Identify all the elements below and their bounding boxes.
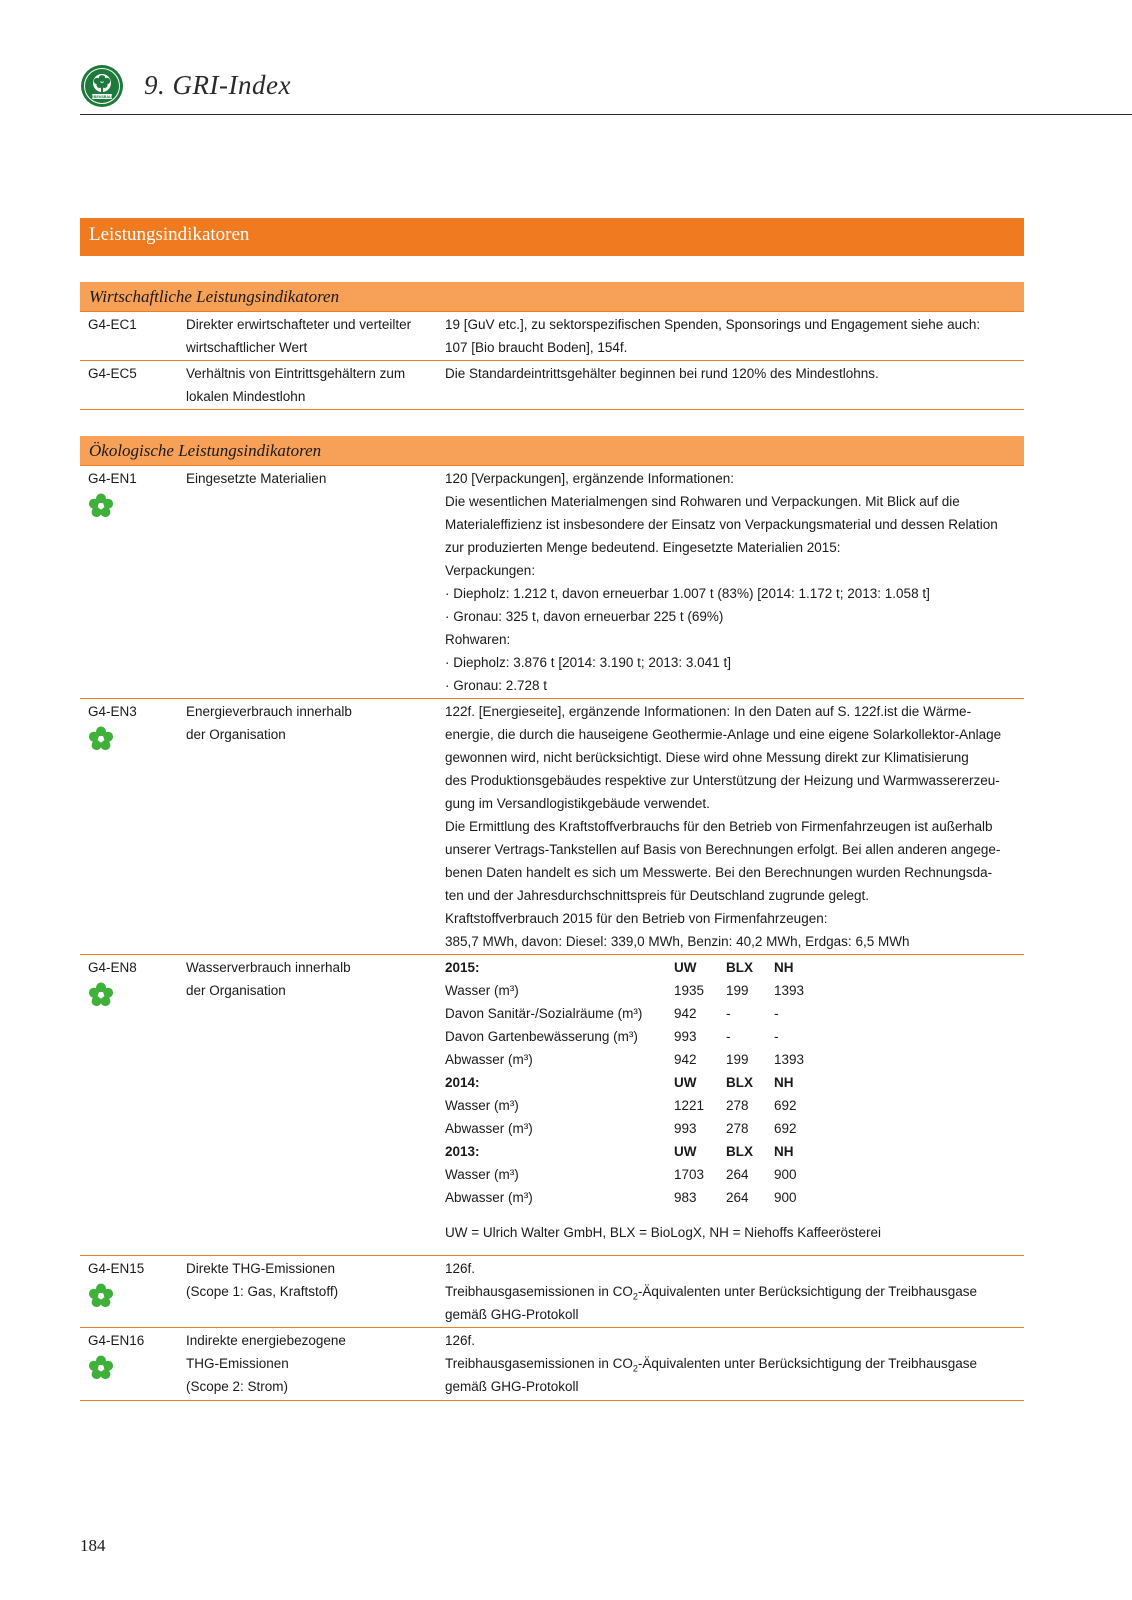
water-table-cell: Davon Gartenbewässerung (m³): [445, 1029, 638, 1044]
water-table-cell: Abwasser (m³): [445, 1121, 533, 1136]
water-table-year-row: [445, 1071, 834, 1094]
description-line: gewonnen wird, nicht berücksichtigt. Diese wird ohne Messung direkt zur Klimatisierung: [445, 750, 969, 765]
co2-text: -Äquivalenten unter Berücksichtigung der Treibhausgase: [637, 1356, 978, 1371]
water-table-cell: 983: [674, 1190, 697, 1205]
indicator-name-line: Energieverbrauch innerhalb: [186, 704, 352, 719]
water-table-cell: 1393: [774, 983, 805, 998]
indicator-cell: [88, 956, 178, 1008]
description-line: Die Standardeintrittsgehälter beginnen bei rund 120% des Mindestlohns.: [445, 366, 879, 381]
indicator-name-line: Verhältnis von Eintrittsgehältern zum: [186, 366, 406, 381]
logo-text: LEBENSBAUM: [89, 95, 115, 99]
co2-subscript: 2: [632, 1363, 638, 1374]
section-economic: [80, 282, 1024, 410]
water-table-year-row: [445, 1140, 834, 1163]
table-row: [80, 1256, 1024, 1328]
table-row: [80, 312, 1024, 361]
water-table-cell: 692: [774, 1098, 797, 1113]
water-table: [445, 956, 834, 1209]
indicator-cell: [88, 700, 178, 752]
indicator-name-line: Direkte THG-Emissionen: [186, 1261, 336, 1276]
water-table-cell: -: [774, 1029, 779, 1044]
description-line: Die wesentlichen Materialmengen sind Rohwaren und Verpackungen. Mit Blick auf die: [445, 494, 960, 509]
green-flower-icon: [88, 982, 114, 1008]
indicator-name-line: lokalen Mindestlohn: [186, 389, 306, 404]
indicator-name-line: Eingesetzte Materialien: [186, 471, 327, 486]
water-table-cell: 2015:: [445, 960, 480, 975]
indicator-name: [186, 1329, 436, 1398]
description-line: unserer Vertrags-Tankstellen auf Basis von Berechnungen erfolgt. Bei allen anderen angege-: [445, 842, 1001, 857]
indicator-code: G4-EN1: [88, 471, 137, 486]
water-table-cell: Davon Sanitär-/Sozialräume (m³): [445, 1006, 643, 1021]
indicator-name-line: wirtschaftlicher Wert: [186, 340, 308, 355]
water-table-year-row: [445, 956, 834, 979]
description-line: 19 [GuV etc.], zu sektorspezifischen Spenden, Sponsorings und Engagement siehe auch:: [445, 317, 981, 332]
indicator-description: [445, 1256, 1020, 1327]
description-line: Materialeffizienz ist insbesondere der Einsatz von Verpackungsmaterial und dessen Relation: [445, 517, 998, 532]
indicator-description: [445, 955, 1020, 1245]
water-table-cell: 1393: [774, 1052, 805, 1067]
water-table-cell: UW: [674, 1075, 697, 1090]
page-header: [80, 64, 1132, 115]
table-row: [80, 955, 1024, 1256]
indicator-code: G4-EC5: [88, 366, 137, 381]
indicator-cell: [88, 467, 178, 519]
water-table-cell: 942: [674, 1006, 697, 1021]
indicator-name: [186, 956, 436, 1002]
green-flower-icon: [88, 493, 114, 519]
description-line: 107 [Bio braucht Boden], 154f.: [445, 340, 628, 355]
indicator-cell: [88, 1329, 178, 1381]
description-line: gemäß GHG-Protokoll: [445, 1307, 579, 1322]
table-row: [80, 466, 1024, 699]
water-table-row: [445, 1025, 834, 1048]
description-line: 385,7 MWh, davon: Diesel: 339,0 MWh, Benzin: 40,2 MWh, Erdgas: 6,5 MWh: [445, 934, 910, 949]
indicator-name-line: der Organisation: [186, 983, 286, 998]
green-flower-icon: [88, 1355, 114, 1381]
indicator-code: G4-EN8: [88, 960, 137, 975]
water-table-row: [445, 1163, 834, 1186]
indicator-name: [186, 362, 436, 408]
indicator-description: [445, 361, 1020, 386]
indicator-cell: [88, 1257, 178, 1309]
indicator-code: G4-EC1: [88, 317, 137, 332]
indicator-description: [445, 312, 1020, 360]
water-table-cell: 942: [674, 1052, 697, 1067]
indicator-name-line: (Scope 1: Gas, Kraftstoff): [186, 1284, 339, 1299]
water-table-cell: Wasser (m³): [445, 983, 519, 998]
indicator-name: [186, 313, 436, 359]
indicator-code: G4-EN3: [88, 704, 137, 719]
water-table-cell: 278: [726, 1098, 749, 1113]
table-row: [80, 699, 1024, 955]
water-table-cell: -: [726, 1006, 731, 1021]
water-table-cell: Abwasser (m³): [445, 1052, 533, 1067]
indicator-description: [445, 1328, 1020, 1399]
water-table-cell: 1935: [674, 983, 705, 998]
chapter-title: 9. GRI-Index: [144, 70, 291, 100]
water-table-cell: BLX: [726, 1075, 753, 1090]
co2-text: Treibhausgasemissionen in CO: [445, 1284, 633, 1299]
table-row: [80, 361, 1024, 410]
green-flower-icon: [88, 1283, 114, 1309]
indicator-code: G4-EN15: [88, 1261, 145, 1276]
indicator-name-line: der Organisation: [186, 727, 286, 742]
description-line: Die Ermittlung des Kraftstoffverbrauchs für den Betrieb von Firmenfahrzeugen ist außerhalb: [445, 819, 993, 834]
water-table-body: [445, 956, 834, 1209]
table-row: [80, 1328, 1024, 1401]
description-line: 122f. [Energieseite], ergänzende Informationen: In den Daten auf S. 122f.ist die Wärme-: [445, 704, 972, 719]
description-line: [445, 1352, 1020, 1375]
indicator-name: [186, 467, 436, 490]
description-line: ten und der Jahresdurchschnittspreis für Deutschland zugrunde gelegt.: [445, 888, 870, 903]
water-table-row: [445, 1048, 834, 1071]
water-table-cell: 199: [726, 1052, 749, 1067]
water-table-cell: UW: [674, 960, 697, 975]
section-header: Wirtschaftliche Leistungsindikatoren: [80, 282, 1024, 312]
page-reference: 126f.: [445, 1261, 476, 1276]
water-table-row: [445, 1117, 834, 1140]
indicator-name-line: THG-Emissionen: [186, 1356, 289, 1371]
description-line: Verpackungen:: [445, 563, 536, 578]
water-table-cell: 199: [726, 983, 749, 998]
water-table-cell: 692: [774, 1121, 797, 1136]
water-table-cell: Abwasser (m³): [445, 1190, 533, 1205]
co2-text: Treibhausgasemissionen in CO: [445, 1356, 633, 1371]
water-table-cell: 993: [674, 1029, 697, 1044]
indicator-name-line: (Scope 2: Strom): [186, 1379, 289, 1394]
description-line: energie, die durch die hauseigene Geothermie-Anlage und eine eigene Solarkollektor-Anlage: [445, 727, 1002, 742]
section-header: Ökologische Leistungsindikatoren: [80, 436, 1024, 466]
water-table-cell: NH: [774, 960, 794, 975]
water-table-cell: UW: [674, 1144, 697, 1159]
water-table-cell: 278: [726, 1121, 749, 1136]
co2-text: -Äquivalenten unter Berücksichtigung der Treibhausgase: [637, 1284, 978, 1299]
description-line: Kraftstoffverbrauch 2015 für den Betrieb von Firmenfahrzeugen:: [445, 911, 828, 926]
water-table-cell: 264: [726, 1167, 749, 1182]
description-line: [445, 1280, 1020, 1303]
description-line: · Gronau: 2.728 t: [445, 678, 548, 693]
indicator-description: [445, 466, 1020, 698]
description-line: benen Daten handelt es sich um Messwerte. Bei den Berechnungen wurden Rechnungsda-: [445, 865, 993, 880]
water-table-row: [445, 1186, 834, 1209]
water-table-cell: 1703: [674, 1167, 705, 1182]
water-table-row: [445, 979, 834, 1002]
section-ecological: [80, 436, 1024, 1401]
water-table-cell: 900: [774, 1190, 797, 1205]
water-table-row: [445, 1094, 834, 1117]
water-table-cell: Wasser (m³): [445, 1098, 519, 1113]
indicator-description: [445, 699, 1020, 954]
description-line: gung im Versandlogistikgebäude verwendet.: [445, 796, 710, 811]
water-table-cell: 2014:: [445, 1075, 480, 1090]
co2-subscript: 2: [632, 1291, 638, 1302]
water-table-cell: NH: [774, 1075, 794, 1090]
indicator-name-line: Indirekte energiebezogene: [186, 1333, 346, 1348]
water-table-cell: 900: [774, 1167, 797, 1182]
water-table-cell: Wasser (m³): [445, 1167, 519, 1182]
main-banner: Leistungsindikatoren: [80, 218, 1024, 256]
lebensbaum-logo-icon: [80, 64, 124, 108]
indicator-name: [186, 700, 436, 746]
indicator-name-line: Direkter erwirtschafteter und verteilter: [186, 317, 412, 332]
description-line: 120 [Verpackungen], ergänzende Informationen:: [445, 471, 734, 486]
description-line: gemäß GHG-Protokoll: [445, 1379, 579, 1394]
description-line: zur produzierten Menge bedeutend. Eingesetzte Materialien 2015:: [445, 540, 841, 555]
water-table-cell: 264: [726, 1190, 749, 1205]
water-legend: UW = Ulrich Walter GmbH, BLX = BioLogX, NH = Niehoffs Kaffeerösterei: [445, 1225, 882, 1240]
indicator-name-line: Wasserverbrauch innerhalb: [186, 960, 351, 975]
description-line: · Diepholz: 1.212 t, davon erneuerbar 1.007 t (83%) [2014: 1.172 t; 2013: 1.058 t]: [445, 586, 930, 601]
description-line: des Produktionsgebäudes respektive zur Unterstützung der Heizung und Warmwassererzeu-: [445, 773, 1000, 788]
green-flower-icon: [88, 726, 114, 752]
water-table-cell: 2013:: [445, 1144, 480, 1159]
water-table-row: [445, 1002, 834, 1025]
water-table-cell: 993: [674, 1121, 697, 1136]
page-number: 184: [80, 1536, 106, 1555]
water-table-cell: NH: [774, 1144, 794, 1159]
water-table-cell: BLX: [726, 960, 753, 975]
description-line: Rohwaren:: [445, 632, 511, 647]
water-table-cell: BLX: [726, 1144, 753, 1159]
indicator-code: G4-EN16: [88, 1333, 145, 1348]
water-table-cell: -: [726, 1029, 731, 1044]
indicator-name: [186, 1257, 436, 1303]
page-reference: 126f.: [445, 1333, 476, 1348]
description-line: · Gronau: 325 t, davon erneuerbar 225 t (69%): [445, 609, 724, 624]
water-table-cell: -: [774, 1006, 779, 1021]
water-table-cell: 1221: [674, 1098, 705, 1113]
description-line: · Diepholz: 3.876 t [2014: 3.190 t; 2013: 3.041 t]: [445, 655, 731, 670]
